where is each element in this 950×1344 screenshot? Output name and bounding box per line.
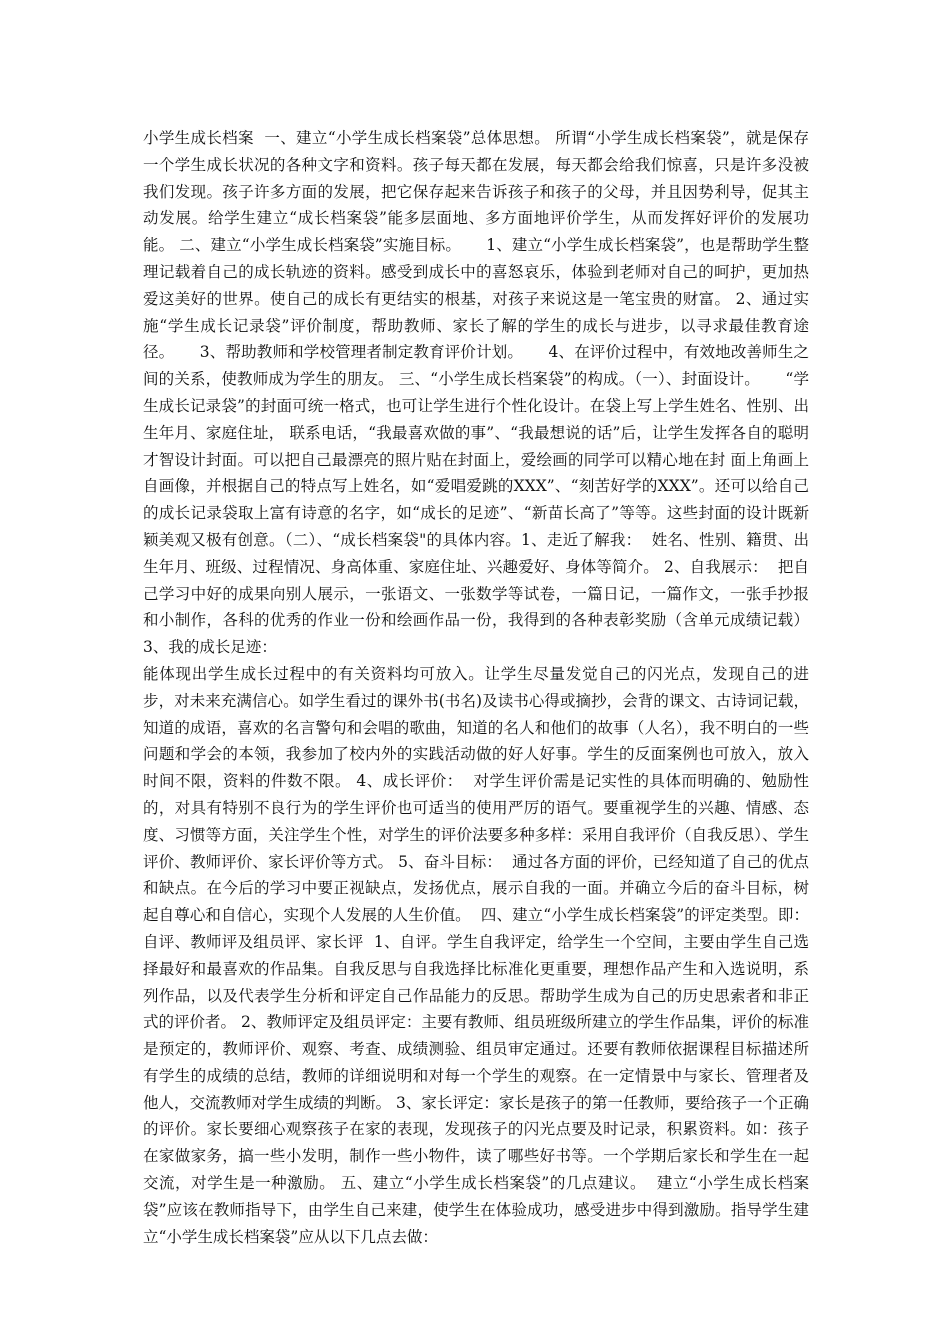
document-body bbox=[143, 125, 819, 1250]
body-paragraph-1: 小学生成长档案 一、建立“小学生成长档案袋”总体思想。 所谓“小学生成长档案袋”，就是保存一个学生成长状况的各种文字和资料。孩子每天都在发展，每天都会给我们惊喜，只是许多没被我们发现。孩子许多方面的发展，把它保存起来告诉孩子和孩子的父母，并且因势利导，促其主动发展。给学生建立“成长档案袋”能多层面地、多方面地评价学生，从而发挥好评价的发展功能。 二、建立“小学生成长档案袋”实施目标。 1、建立“小学生成长档案袋”，也是帮助学生整理记载着自己的成长轨迹的资料。感受到成长中的喜怒哀乐，体验到老师对自己的呵护，更加热爱这美好的世界。使自己的成长有更结实的根基，对孩子来说这是一笔宝贵的财富。 2、通过实施“学生成长记录袋”评价制度，帮助教师、家长了解的学生的成长与进步，以寻求最佳教育途径。 3、帮助教师和学校管理者制定教育评价计划。 4、在评价过程中，有效地改善师生之间的关系，使教师成为学生的朋友。 三、“小学生成长档案袋”的构成。（一）、封面设计。 “学生成长记录袋”的封面可统一格式，也可让学生进行个性化设计。在袋上写上学生姓名、性别、出生年月、家庭住址， 联系电话，“我最喜欢做的事”、“我最想说的话”后，让学生发挥各自的聪明才智设计封面。可以把自己最漂亮的照片贴在封面上，爱绘画的同学可以精心地在封 面上角画上自画像，并根据自己的特点写上姓名，如“爱唱爱跳的XXX”、“刻苦好学的XXX”。还可以给自己的成长记录袋取上富有诗意的名字，如“成长的足迹”、“新苗长高了”等等。这些封面的设计既新颖美观又极有创意。（二）、“成长档案袋"的具体内容。1、走近了解我： 姓名、性别、籍贯、出生年月、班级、过程情况、身高体重、家庭住址、兴趣爱好、身体等简介。 2、自我展示： 把自己学习中好的成果向别人展示，一张语文、一张数学等试卷，一篇日记，一篇作文，一张手抄报和小制作，各科的优秀的作业一份和绘画作品一份，我得到的各种表彰奖励（含单元成绩记载） 3、我的成长足迹： bbox=[143, 129, 819, 657]
body-paragraph-2: 能体现出学生成长过程中的有关资料均可放入。让学生尽量发觉自己的闪光点，发现自己的进步，对未来充满信心。如学生看过的课外书(书名)及读书心得或摘抄，会背的课文、古诗词记载，知道的成语，喜欢的名言警句和会唱的歌曲，知道的名人和他们的故事（人名），我不明白的一些问题和学会的本领，我参加了校内外的实践活动做的好人好事。学生的反面案例也可放入，放入时间不限，资料的件数不限。 4、成长评价： 对学生评价需是记实性的具体而明确的、勉励性的，对具有特别不良行为的学生评价也可适当的使用严厉的语气。要重视学生的兴趣、情感、态度、习惯等方面，关注学生个性，对学生的评价法要多种多样：采用自我评价（自我反思）、学生评价、教师评价、家长评价等方式。 5、奋斗目标： 通过各方面的评价，已经知道了自己的优点和缺点。在今后的学习中要正视缺点，发扬优点，展示自我的一面。并确立今后的奋斗目标，树起自尊心和自信心，实现个人发展的人生价值。 四、建立“小学生成长档案袋”的评定类型。即：自评、教师评及组员评、家长评 1、自评。学生自我评定，给学生一个空间，主要由学生自己选择最好和最喜欢的作品集。自我反思与自我选择比标准化更重要，理想作品产生和入选说明，系列作品，以及代表学生分析和评定自己作品能力的反思。帮助学生成为自己的历史思索者和非正式的评价者。 2、教师评定及组员评定：主要有教师、组员班级所建立的学生作品集，评价的标准是预定的，教师评价、观察、考查、成绩测验、组员审定通过。还要有教师依据课程目标描述所有学生的成绩的总结，教师的详细说明和对每一个学生的观察。在一定情景中与家长、管理者及他人，交流教师对学生成绩的判断。 3、家长评定：家长是孩子的第一任教师，要给孩子一个正确的评价。家长要细心观察孩子在家的表现，发现孩子的闪光点要及时记录，积累资料。如：孩子在家做家务，搞一些小发明，制作一些小物件，读了哪些好书等。一个学期后家长和学生在一起交流，对学生是一种激励。 五、建立“小学生成长档案袋”的几点建议。 建立“小学生成长档案袋”应该在教师指导下，由学生自己来建，使学生在体验成功，感受进步中得到激励。指导学生建立“小学生成长档案袋”应从以下几点去做： bbox=[143, 664, 809, 1246]
